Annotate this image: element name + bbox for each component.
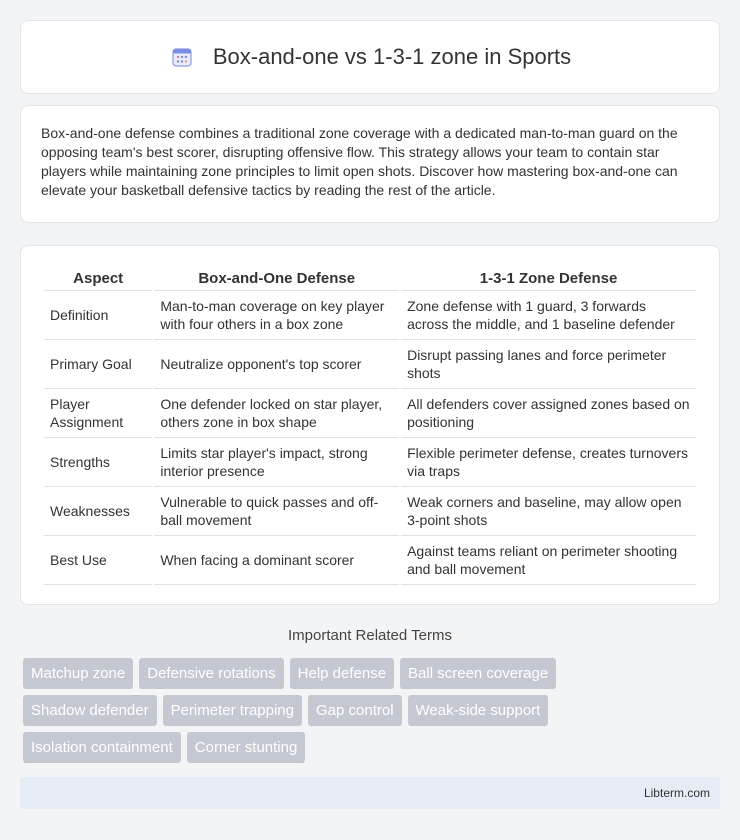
cell-aspect: Definition <box>44 291 152 340</box>
header-box-and-one: Box-and-One Defense <box>154 264 399 291</box>
cell-box-and-one: Man-to-man coverage on key player with four others in a box zone <box>154 291 399 340</box>
table-row <box>44 389 696 438</box>
header-card <box>20 20 720 94</box>
header-aspect: Aspect <box>44 264 152 291</box>
calendar-grid-icon <box>169 44 195 70</box>
comparison-table-card <box>20 245 720 605</box>
tag-row <box>23 695 723 726</box>
footer-site-link[interactable]: Libterm.com <box>643 786 710 800</box>
cell-box-and-one: When facing a dominant scorer <box>154 536 399 585</box>
table-row <box>44 340 696 389</box>
tag-shadow-defender[interactable]: Shadow defender <box>23 695 157 726</box>
comparison-table <box>42 264 698 585</box>
cell-1-3-1: Weak corners and baseline, may allow open 3-point shots <box>401 487 696 536</box>
table-row <box>44 438 696 487</box>
cell-1-3-1: Flexible perimeter defense, creates turnovers via traps <box>401 438 696 487</box>
cell-box-and-one: Limits star player's impact, strong interior presence <box>154 438 399 487</box>
cell-aspect: Best Use <box>44 536 152 585</box>
tag-corner-stunting[interactable]: Corner stunting <box>187 732 306 763</box>
intro-card <box>20 105 720 223</box>
table-row <box>44 536 696 585</box>
tag-matchup-zone[interactable]: Matchup zone <box>23 658 133 689</box>
cell-box-and-one: Neutralize opponent's top scorer <box>154 340 399 389</box>
related-terms-title: Important Related Terms <box>288 627 452 644</box>
cell-aspect: Primary Goal <box>44 340 152 389</box>
tag-isolation-containment[interactable]: Isolation containment <box>23 732 181 763</box>
footer <box>20 777 720 809</box>
table-header-row <box>44 264 696 291</box>
tag-ball-screen-coverage[interactable]: Ball screen coverage <box>400 658 556 689</box>
related-terms-tags <box>23 658 723 769</box>
table-row <box>44 487 696 536</box>
cell-1-3-1: All defenders cover assigned zones based on positioning <box>401 389 696 438</box>
cell-1-3-1: Zone defense with 1 guard, 3 forwards across the middle, and 1 baseline defender <box>401 291 696 340</box>
header-1-3-1: 1-3-1 Zone Defense <box>401 264 696 291</box>
table-row <box>44 291 696 340</box>
cell-aspect: Weaknesses <box>44 487 152 536</box>
tag-gap-control[interactable]: Gap control <box>308 695 402 726</box>
tag-row <box>23 658 723 689</box>
tag-perimeter-trapping[interactable]: Perimeter trapping <box>163 695 302 726</box>
tag-row <box>23 732 723 763</box>
tag-weak-side-support[interactable]: Weak-side support <box>408 695 549 726</box>
cell-aspect: Strengths <box>44 438 152 487</box>
cell-aspect: Player Assignment <box>44 389 152 438</box>
tag-defensive-rotations[interactable]: Defensive rotations <box>139 658 283 689</box>
cell-1-3-1: Against teams reliant on perimeter shooting and ball movement <box>401 536 696 585</box>
cell-box-and-one: Vulnerable to quick passes and off-ball movement <box>154 487 399 536</box>
page-title: Box-and-one vs 1-3-1 zone in Sports <box>212 44 572 69</box>
tag-help-defense[interactable]: Help defense <box>290 658 394 689</box>
cell-1-3-1: Disrupt passing lanes and force perimeter shots <box>401 340 696 389</box>
cell-box-and-one: One defender locked on star player, others zone in box shape <box>154 389 399 438</box>
intro-text: Box-and-one defense combines a traditional zone coverage with a dedicated man-to-man guard on the opposing team's best scorer, disrupting offensive flow. This strategy allows your team to contain star players while maintaining zone principles to limit open shots. Discover how mastering box-and-one can elevate your basketball defensive tactics by reading the rest of the article. <box>41 125 678 198</box>
